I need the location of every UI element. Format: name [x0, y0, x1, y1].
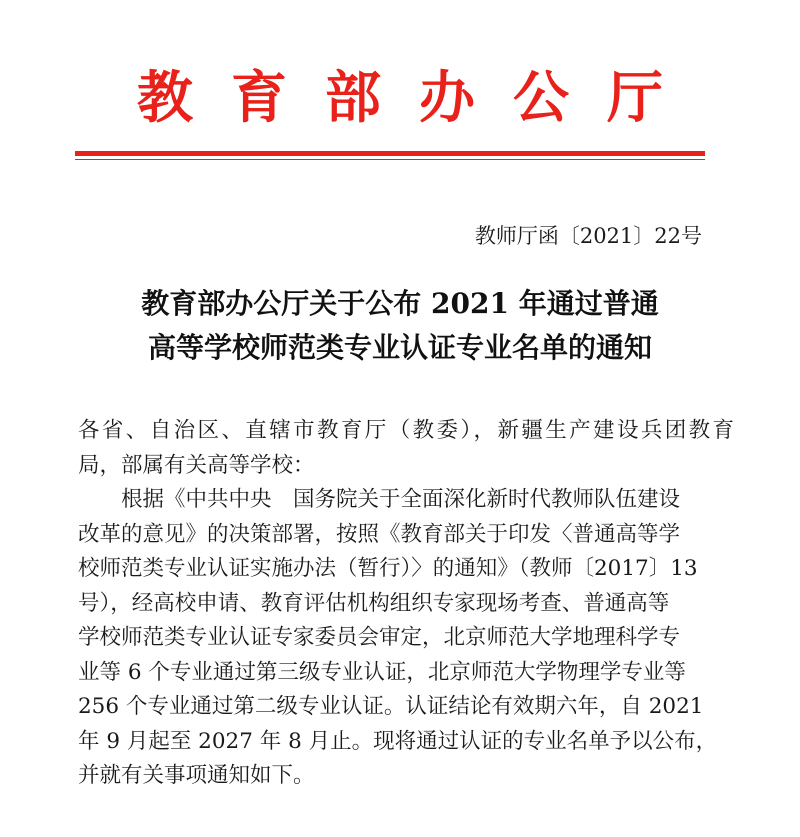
letterhead-red-rule-thin — [75, 159, 705, 160]
body-line-7: 256 个专业通过第二级专业认证。认证结论有效期六年，自 2021 — [78, 694, 704, 719]
document-title — [0, 282, 800, 370]
body-line-9: 并就有关事项通知如下。 — [78, 763, 315, 788]
document-title-line-2: 高等学校师范类专业认证专业名单的通知 — [147, 331, 652, 364]
addressee-line-1: 各省、自治区、直辖市教育厅（教委），新疆生产建设兵团教育 — [78, 418, 737, 443]
body-line-5: 学校师范类专业认证专家委员会审定，北京师范大学地理科学专 — [78, 625, 681, 650]
body-line-2: 改革的意见》的决策部署，按照《教育部关于印发〈普通高等学 — [78, 521, 681, 547]
addressee-line-2: 局，部属有关高等学校： — [78, 452, 315, 478]
document-body — [78, 414, 737, 794]
body-line-3: 校师范类专业认证实施办法（暂行）〉的通知》（教师〔2017〕13 — [78, 556, 698, 581]
letterhead-red-rule-thick — [75, 151, 705, 156]
body-line-6: 业等 6 个专业通过第三级专业认证，北京师范大学物理学专业等 — [78, 659, 686, 685]
letterhead-title: 教育部办公厅 — [137, 65, 701, 131]
body-line-4: 号），经高校申请、教育评估机构组织专家现场考查、普通高等 — [78, 590, 670, 616]
document-title-line-1: 教育部办公厅关于公布 2021 年通过普通 — [141, 287, 659, 320]
body-line-1: 根据《中共中央 国务院关于全面深化新时代教师队伍建设 — [121, 487, 681, 512]
body-line-8: 年 9 月起至 2027 年 8 月止。现将通过认证的专业名单予以公布， — [78, 728, 718, 754]
document-number: 教师厅函〔2021〕22号 — [474, 224, 702, 248]
letterhead — [0, 62, 800, 134]
